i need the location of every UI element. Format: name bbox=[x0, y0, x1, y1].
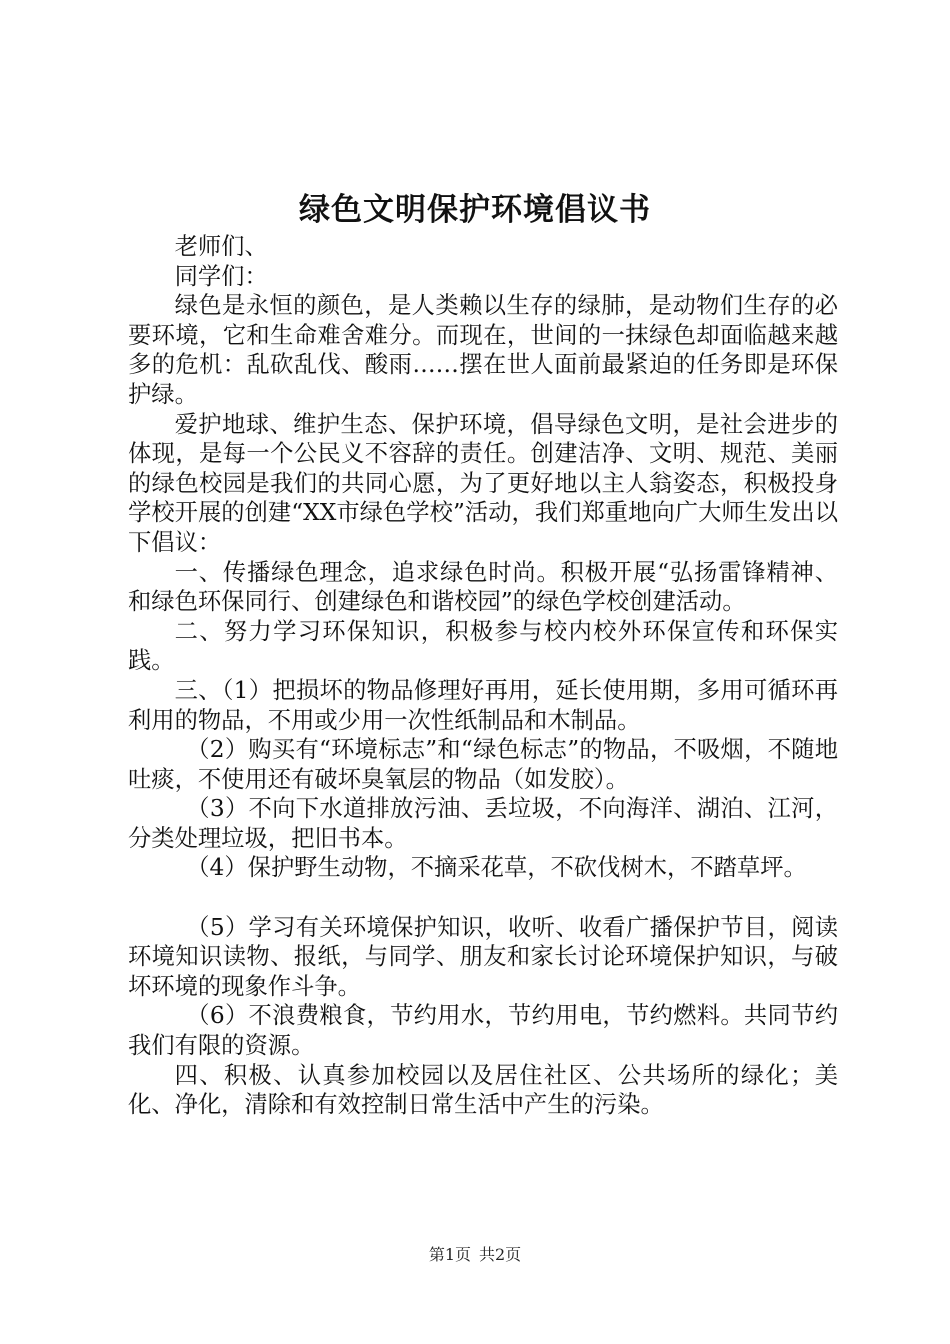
paragraph-proposal-2: 二、努力学习环保知识，积极参与校内校外环保宣传和环保实践。 bbox=[128, 617, 838, 675]
paragraph-proposal-3-item-6: （6）不浪费粮食，节约用水，节约用电，节约燃料。共同节约我们有限的资源。 bbox=[128, 1002, 838, 1060]
document-title: 绿色文明保护环境倡议书 bbox=[299, 192, 651, 228]
paragraph-proposal-3-item-5: （5）学习有关环境保护知识，收听、收看广播保护节目，阅读环境知识读物、报纸，与同学、朋友和家长讨论环境保护知识，与破坏环境的现象作斗争。 bbox=[128, 913, 838, 1000]
blank-line bbox=[128, 883, 838, 913]
document-body bbox=[128, 232, 838, 1120]
page-footer bbox=[0, 1244, 950, 1266]
greeting-students: 同学们： bbox=[174, 262, 268, 290]
paragraph-proposal-3-item-2: （2）购买有“环境标志”和“绿色标志”的物品，不吸烟，不随地吐痰，不使用还有破坏臭氧层的物品（如发胶）。 bbox=[128, 736, 838, 793]
paragraph-responsibility: 爱护地球、维护生态、保护环境，倡导绿色文明，是社会进步的体现，是每一个公民义不容辞的责任。创建洁净、文明、规范、美丽的绿色校园是我们的共同心愿，为了更好地以主人翁姿态，积极投身学校开展的创建“XX市绿色学校”活动，我们郑重地向广大师生发出以下倡议： bbox=[128, 410, 838, 556]
page-number: 第1页 bbox=[428, 1245, 471, 1264]
paragraph-proposal-1: 一、传播绿色理念，追求绿色时尚。积极开展“弘扬雷锋精神、和绿色环保同行、创建绿色和谐校园”的绿色学校创建活动。 bbox=[128, 558, 838, 616]
paragraph-intro: 绿色是永恒的颜色，是人类赖以生存的绿肺，是动物们生存的必要环境，它和生命难舍难分。而现在，世间的一抹绿色却面临越来越多的危机：乱砍乱伐、酸雨……摆在世人面前最紧迫的任务即是环保护绿。 bbox=[128, 292, 838, 408]
paragraph-proposal-3-item-4: （4）保护野生动物，不摘采花草，不砍伐树木，不踏草坪。 bbox=[186, 854, 807, 882]
paragraph-proposal-3-item-3: （3）不向下水道排放污油、丢垃圾，不向海洋、湖泊、江河，分类处理垃圾，把旧书本。 bbox=[128, 795, 838, 852]
paragraph-proposal-3-item-1: 三、（1）把损坏的物品修理好再用，延长使用期，多用可循环再利用的物品，不用或少用一次性纸制品和木制品。 bbox=[128, 676, 838, 734]
page-total: 共2页 bbox=[479, 1245, 522, 1264]
greeting-teachers: 老师们、 bbox=[174, 233, 268, 260]
paragraph-proposal-4: 四、积极、认真参加校园以及居住社区、公共场所的绿化；美化、净化，清除和有效控制日常生活中产生的污染。 bbox=[128, 1061, 838, 1119]
